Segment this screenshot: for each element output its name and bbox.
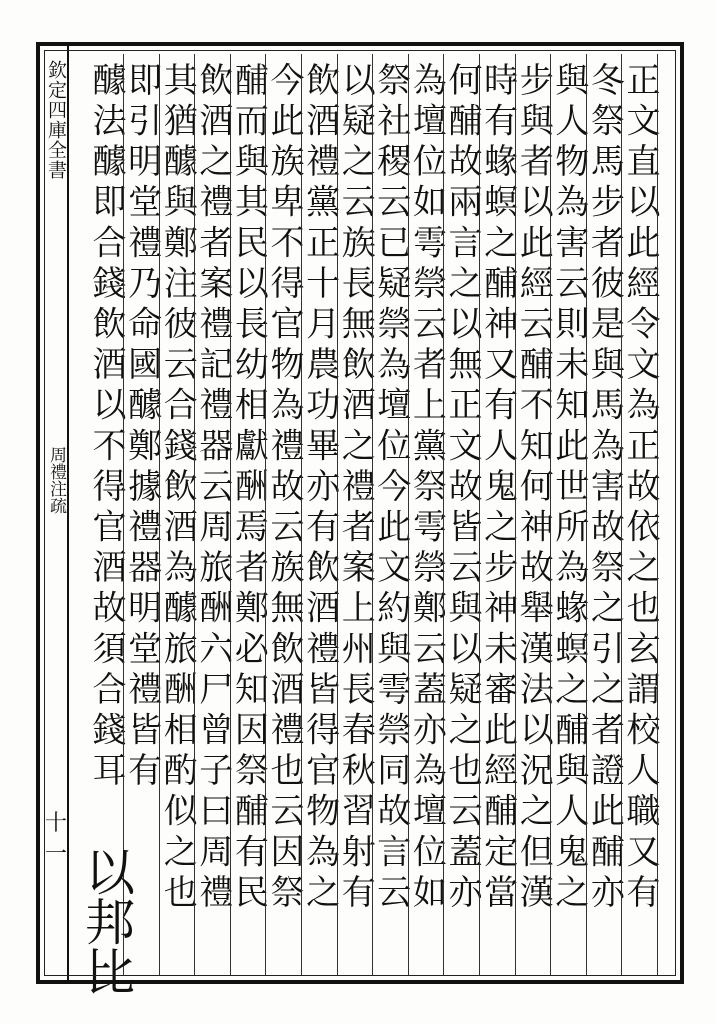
- column-rule: [479, 54, 480, 976]
- text-column: 今此族卑不得官物為禮故云族無飲酒禮也云因祭: [264, 62, 304, 915]
- text-column: 時有蝝螟之酺神又有人鬼之步神未審此經酺定當: [477, 62, 518, 915]
- text-column: 與人物為害云則未知此世所為蝝螟之酺與人鬼之: [548, 62, 589, 915]
- column-rule: [337, 54, 338, 976]
- column-rule: [443, 54, 444, 976]
- text-column: 步與者以此經云酺不知何神故舉漢法以況之但漢: [513, 62, 554, 915]
- column-rule: [550, 54, 551, 976]
- text-column: 醵法醵即合錢飲酒以不得官酒故須合錢耳: [86, 62, 126, 793]
- margin-title: 欽定四庫全書: [45, 60, 67, 180]
- text-column: 即引明堂禮乃命國醵鄭據禮器明堂禮皆有: [121, 62, 162, 793]
- column-rule: [159, 54, 160, 976]
- text-column: 祭社稷云已疑禜為壇位今此文約與雩禜同故言云: [370, 62, 411, 915]
- column-rule: [621, 54, 622, 976]
- text-column: 飲酒禮黨正十月農功畢亦有飲酒禮皆得官物為之: [299, 62, 340, 915]
- gutter-rule: [67, 46, 69, 980]
- column-rule: [194, 54, 195, 976]
- text-column: 何酺故兩言之以無正文故皆云與以疑之也云蓋亦: [442, 62, 482, 915]
- column-rule: [515, 54, 516, 976]
- text-column: 為壇位如雩禜云者上黨祭雩禜鄭云蓋亦為壇位如: [406, 62, 447, 915]
- next-page-catchword: 以邦比: [77, 846, 135, 996]
- text-column: 以疑之云族長無飲酒之禮者案上州長春秋習射有: [335, 62, 376, 915]
- text-column: 飲酒之禮者案禮記禮器云周旅酬六尸曾子曰周禮: [192, 62, 233, 915]
- column-rule: [230, 54, 231, 976]
- text-column: 酺而與其民以長幼相獻酬焉者鄭必知因祭酺有民: [228, 62, 269, 915]
- column-rule: [301, 54, 302, 976]
- column-rule: [123, 54, 124, 976]
- column-rule: [265, 54, 266, 976]
- column-rule: [408, 54, 409, 976]
- column-rule: [372, 54, 373, 976]
- page-number: 十一: [44, 811, 67, 867]
- text-column: 冬祭馬步者彼是與馬為害故祭之引之者證此酺亦: [584, 62, 625, 915]
- margin-gutter: [40, 46, 68, 980]
- page-border: [36, 42, 684, 996]
- column-rule: [586, 54, 587, 976]
- text-column: 其猶醵與鄭注彼云合錢飲酒為醵旅酬相酌似之也: [157, 62, 198, 915]
- margin-book-title: 周禮注疏: [46, 446, 66, 514]
- text-column: 正文直以此經令文為正故依之也玄謂校人職又有: [620, 62, 660, 915]
- column-rule: [657, 54, 658, 976]
